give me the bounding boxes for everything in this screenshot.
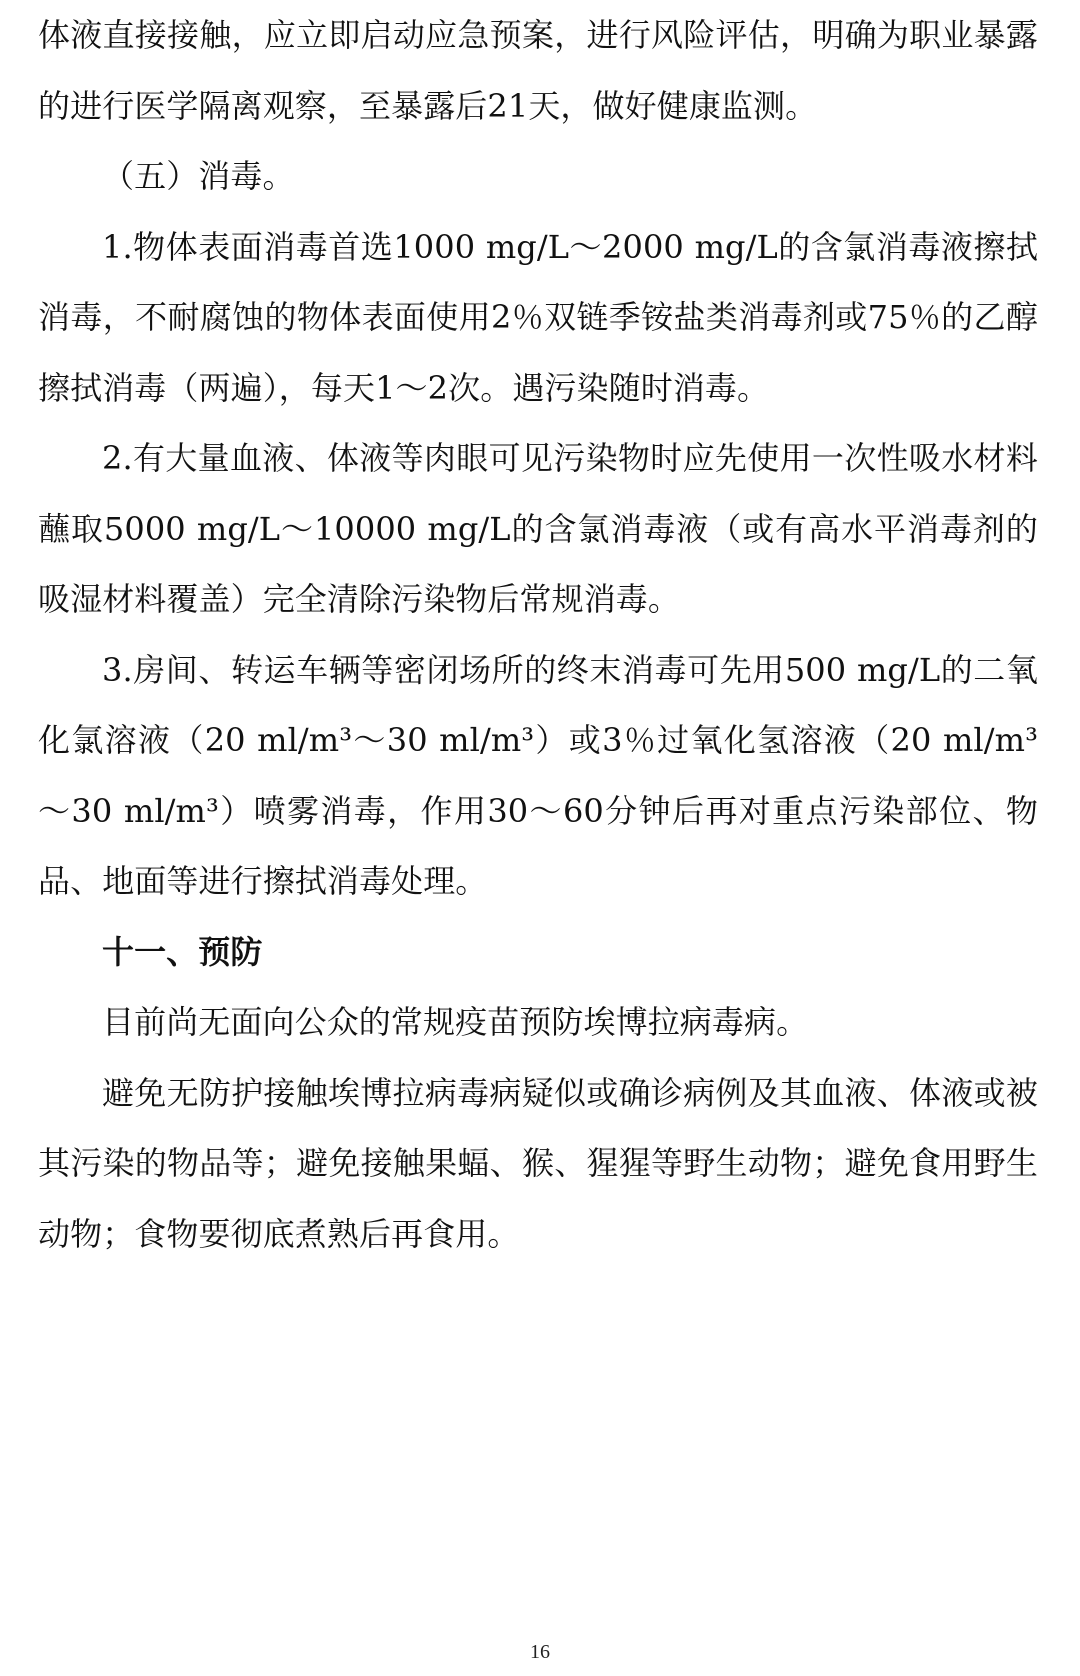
paragraph-contaminant-removal: 2.有大量血液、体液等肉眼可见污染物时应先使用一次性吸水材料蘸取5000 mg/L～10000 mg/L的含氯消毒液（或有高水平消毒剂的吸湿材料覆盖）完全清除污染物后常规消毒。 [38,439,1038,618]
paragraph-surface-disinfection: 1.物体表面消毒首选1000 mg/L～2000 mg/L的含氯消毒液擦拭消毒，不耐腐蚀的物体表面使用2％双链季铵盐类消毒剂或75％的乙醇擦拭消毒（两遍），每天1～2次。遇污染随时消毒。 [38,227,1038,407]
subheading-disinfection: （五）消毒。 [102,157,295,195]
paragraph-terminal-disinfection: 3.房间、转运车辆等密闭场所的终末消毒可先用500 mg/L的二氧化氯溶液（20 ml/m³～30 ml/m³）或3％过氧化氢溶液（20 ml/m³～30 ml/m³）喷雾消毒，作用30～60分钟后再对重点污染部位、物品、地面等进行擦拭消毒处理。 [38,650,1038,900]
section-heading-prevention: 十一、预防 [102,932,263,971]
paragraph-vaccine: 目前尚无面向公众的常规疫苗预防埃博拉病毒病。 [102,1003,809,1041]
document-body [38,0,1038,1269]
page-number: 16 [530,1641,550,1663]
paragraph-exposure-monitoring: 体液直接接触，应立即启动应急预案，进行风险评估，明确为职业暴露的进行医学隔离观察，至暴露后21天，做好健康监测。 [38,16,1038,125]
paragraph-avoid-contact: 避免无防护接触埃博拉病毒病疑似或确诊病例及其血液、体液或被其污染的物品等；避免接触果蝠、猴、猩猩等野生动物；避免食用野生动物；食物要彻底煮熟后再食用。 [38,1073,1038,1253]
